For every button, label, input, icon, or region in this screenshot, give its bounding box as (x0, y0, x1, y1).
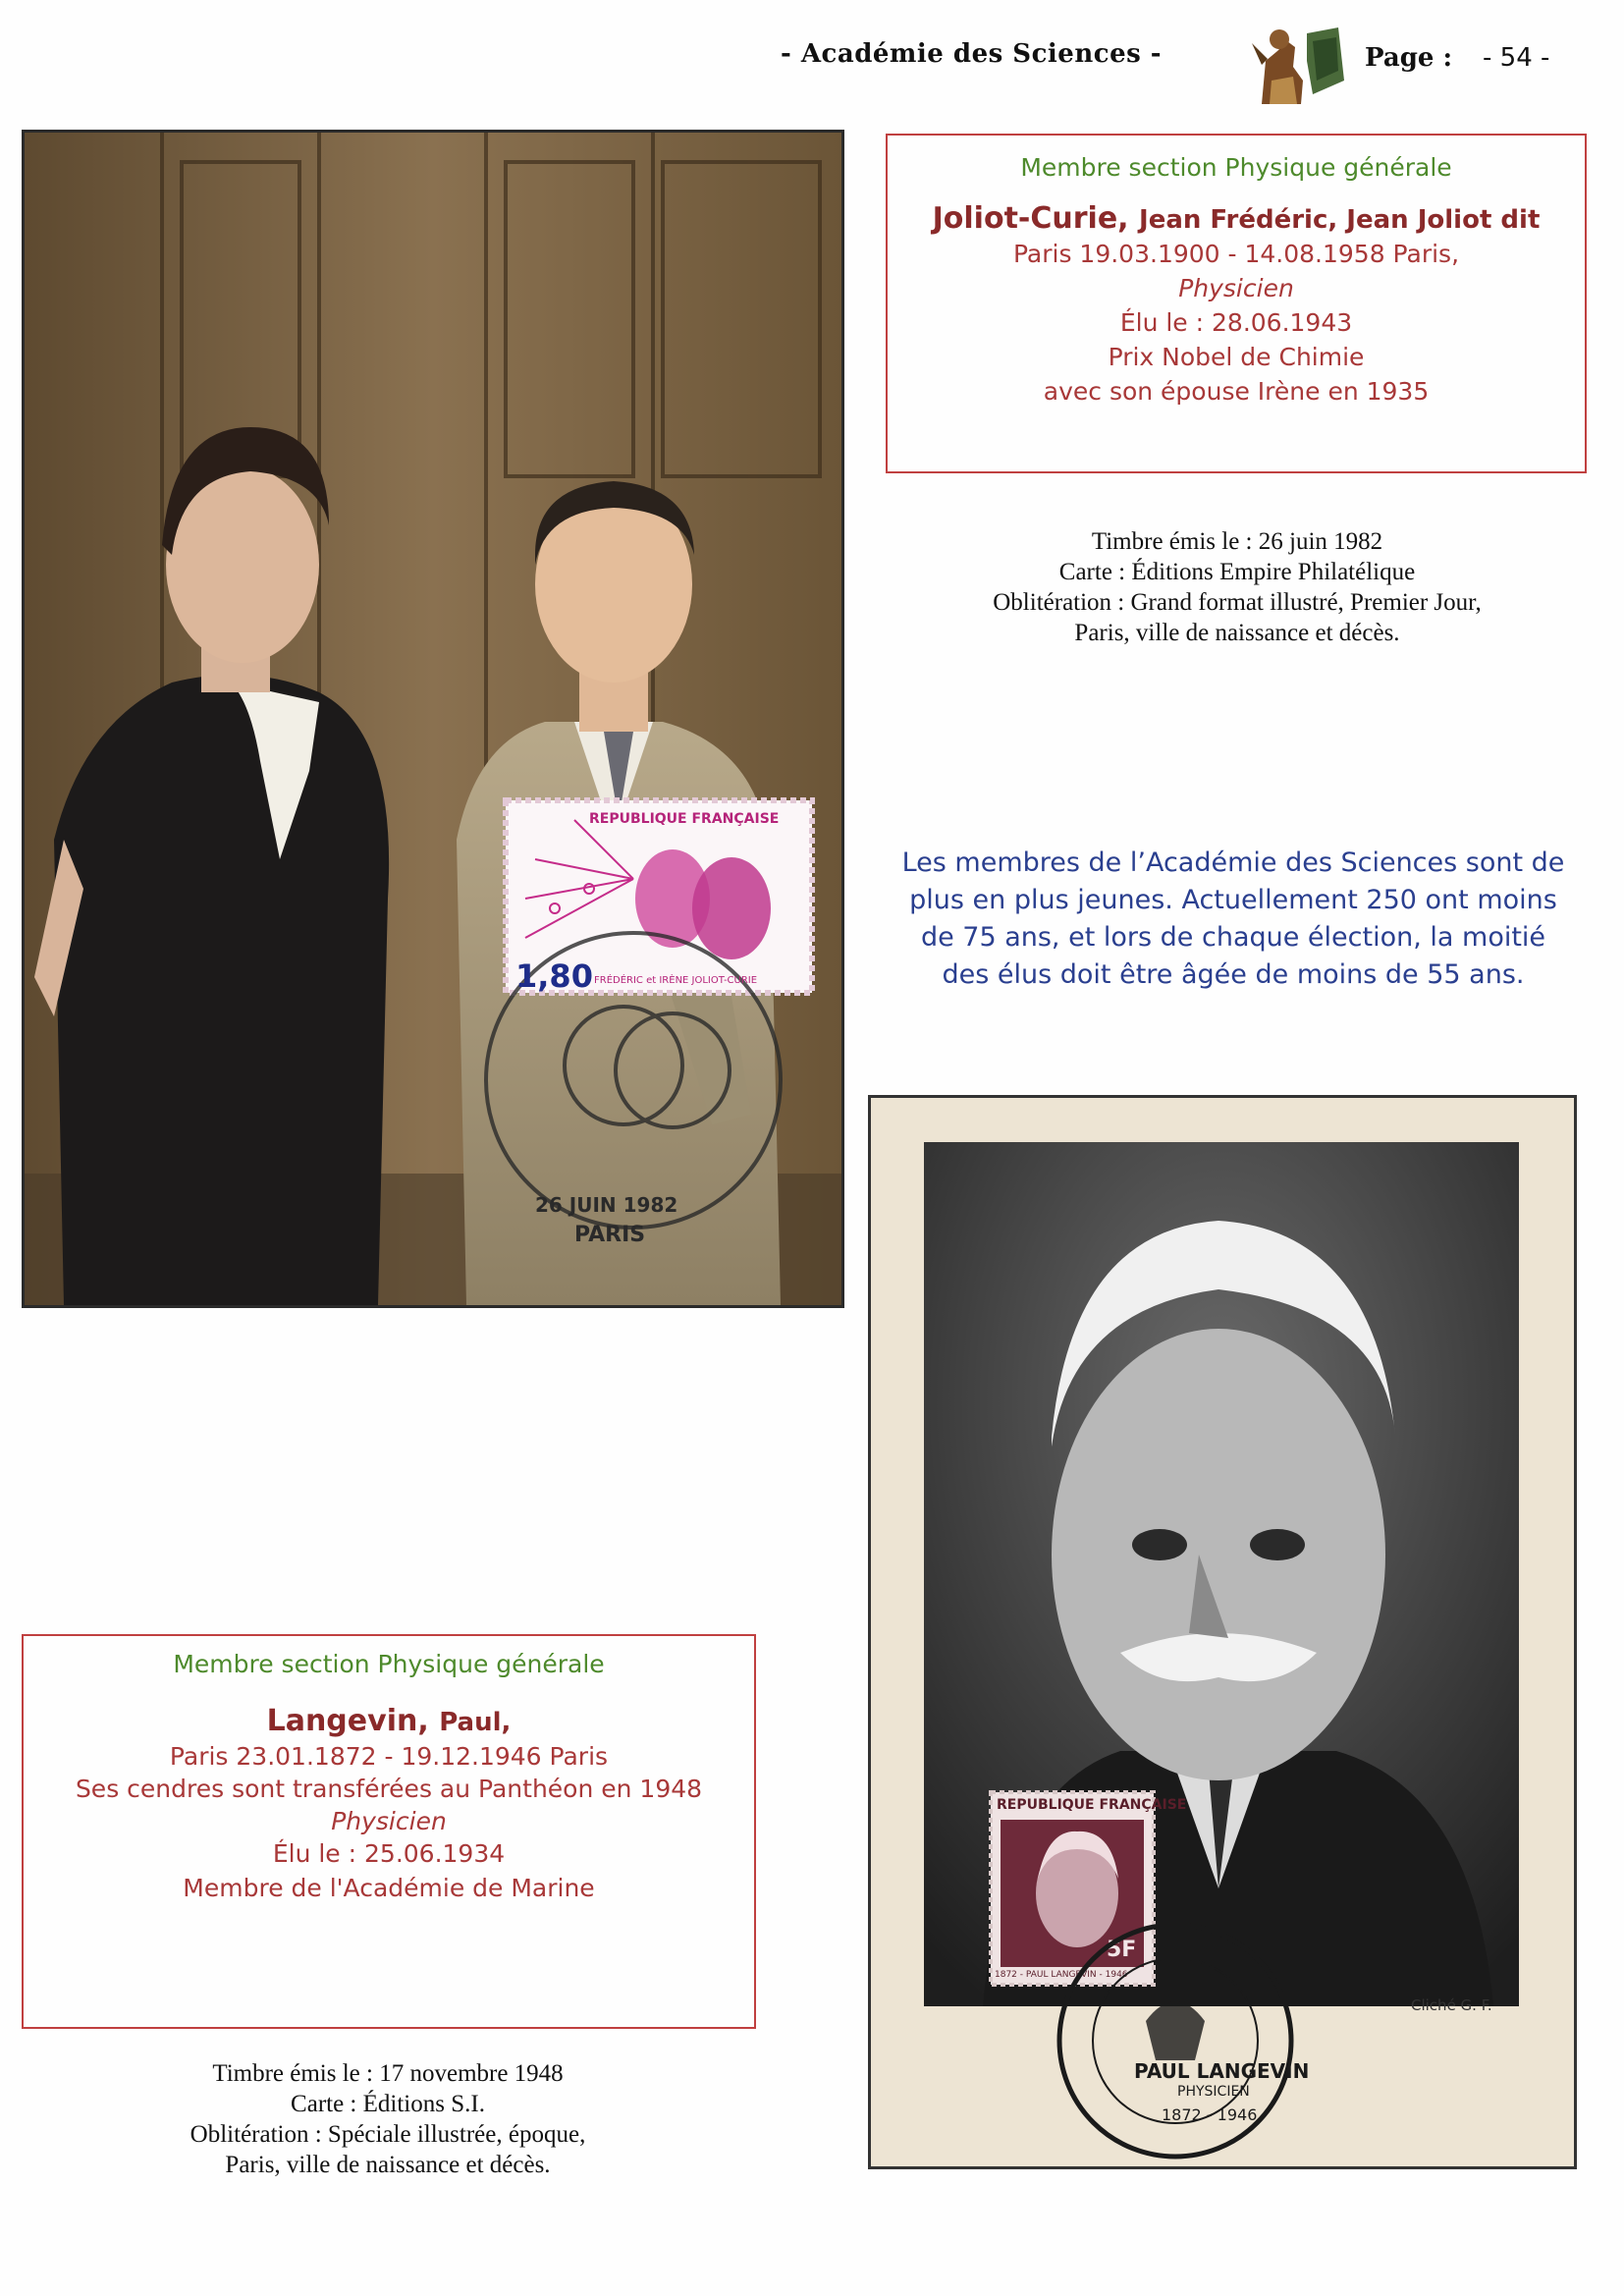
maxicard-joliot-curie (22, 130, 844, 1308)
member-dates: Paris 23.01.1872 - 19.12.1946 Paris (169, 1742, 609, 1771)
page-label: Page : (1365, 43, 1453, 73)
postmark-city: PARIS (574, 1223, 646, 1247)
info-line: plus en plus jeunes. Actuellement 250 ont moins (909, 885, 1557, 915)
member-profession: Physicien (331, 1807, 447, 1835)
postmark-name: PAUL LANGEVIN (1134, 2059, 1310, 2083)
academy-info-text (890, 845, 1577, 994)
joliot-curie-photo (25, 133, 841, 1305)
postmark-years: 1872 - 1946 (1162, 2105, 1258, 2124)
academy-emblem-icon (1222, 22, 1348, 106)
stamp-value: 5F (1107, 1938, 1137, 1962)
stamp-country: REPUBLIQUE FRANÇAISE (589, 811, 780, 827)
stamp-caption: FRÉDÉRIC et IRÈNE JOLIOT-CURIE (594, 975, 758, 986)
member-name (888, 201, 1585, 236)
member-given-names: Jean Frédéric, Jean Joliot dit (1139, 205, 1541, 235)
note-line: Oblitération : Grand format illustré, Premier Jour, (993, 589, 1482, 616)
stamp-value: 1,80 (515, 957, 593, 995)
note-line: Paris, ville de naissance et décès. (1074, 620, 1400, 646)
section-header: Membre section Physique générale (1020, 153, 1452, 182)
member-elected: Élu le : 28.06.1943 (1119, 308, 1353, 337)
member-elected: Élu le : 25.06.1934 (272, 1839, 506, 1868)
stamp-note-langevin (49, 2058, 727, 2180)
member-extra-1: Prix Nobel de Chimie (1108, 343, 1365, 371)
header-title: - Académie des Sciences - (781, 39, 1163, 69)
note-line: Timbre émis le : 17 novembre 1948 (212, 2060, 564, 2087)
member-profession: Physicien (1178, 274, 1294, 302)
note-line: Timbre émis le : 26 juin 1982 (1091, 528, 1383, 555)
member-extra-0: Ses cendres sont transférées au Panthéon en 1948 (75, 1775, 703, 1803)
note-line: Carte : Éditions S.I. (291, 2091, 485, 2117)
info-line: Les membres de l’Académie des Sciences sont de (901, 847, 1565, 878)
info-box-joliot-curie (886, 134, 1587, 473)
postmark-langevin (1048, 1913, 1303, 2168)
info-line: de 75 ans, et lors de chaque élection, la moitié (920, 922, 1546, 953)
note-line: Paris, ville de naissance et décès. (225, 2152, 551, 2178)
member-extra-1: Membre de l'Académie de Marine (183, 1874, 595, 1902)
note-line: Carte : Éditions Empire Philatélique (1058, 559, 1416, 585)
note-line: Oblitération : Spéciale illustrée, époque, (189, 2121, 586, 2148)
member-given-names: Paul, (439, 1708, 512, 1737)
stamp-caption: 1872 - PAUL LANGEVIN - 1946 (995, 1970, 1128, 1980)
page-number: - 54 - (1483, 43, 1550, 73)
member-name (24, 1704, 754, 1738)
stamp-note-joliot-curie (913, 526, 1561, 648)
member-extra-2: avec son épouse Irène en 1935 (1043, 377, 1430, 406)
section-header: Membre section Physique générale (173, 1650, 605, 1678)
member-surname: Joliot-Curie, (932, 201, 1129, 236)
member-dates: Paris 19.03.1900 - 14.08.1958 Paris, (1012, 240, 1460, 268)
stamp-country: REPUBLIQUE FRANÇAISE (997, 1797, 1187, 1813)
info-line: des élus doit être âgée de moins de 55 ans. (942, 959, 1525, 990)
member-surname: Langevin, (266, 1704, 429, 1738)
postmark-sub: PHYSICIEN (1177, 2084, 1250, 2100)
postmark-date: 26 JUIN 1982 (535, 1193, 678, 1217)
photo-credit: Cliché G. F. (1411, 1996, 1492, 2014)
info-box-langevin (22, 1634, 756, 2029)
maxicard-langevin (868, 1095, 1577, 2169)
